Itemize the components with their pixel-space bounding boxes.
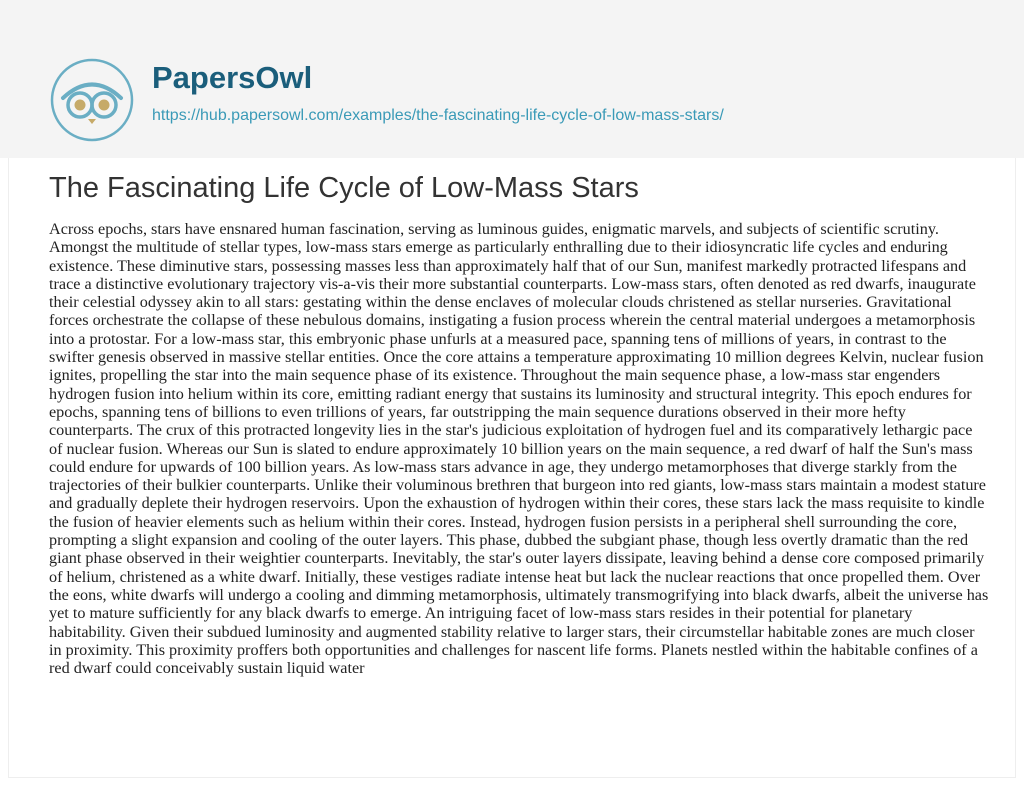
document-title: The Fascinating Life Cycle of Low-Mass Stars bbox=[49, 172, 639, 204]
owl-eyes-icon bbox=[49, 57, 135, 143]
brand-name[interactable]: PapersOwl bbox=[152, 60, 313, 95]
source-url-link[interactable]: https://hub.papersowl.com/examples/the-fascinating-life-cycle-of-low-mass-stars/ bbox=[152, 107, 724, 124]
document-body: Across epochs, stars have ensnared human fascination, serving as luminous guides, enigmatic marvels, and subjects of scientific scrutiny. Amongst the multitude of stellar types, low-mass stars emerge as particularly enthralling due to their idiosyncratic life cycles and enduring existence. These diminutive stars, possessing masses less than approximately half that of our Sun, manifest markedly protracted lifespans and trace a distinctive evolutionary trajectory vis-a-vis their more substantial counterparts. Low-mass stars, often denoted as red dwarfs, inaugurate their celestial odyssey akin to all stars: gestating within the dense enclaves of molecular clouds christened as stellar nurseries. Gravitational forces orchestrate the collapse of these nebulous domains, instigating a fusion process wherein the central material undergoes a metamorphosis into a protostar. For a low-mass star, this embryonic phase unfurls at a measured pace, spanning tens of millions of years, in contrast to the swifter genesis observed in massive stellar entities. Once the core attains a temperature approximating 10 million degrees Kelvin, nuclear fusion ignites, propelling the star into the main sequence phase of its existence. Throughout the main sequence phase, a low-mass star engenders hydrogen fusion into helium within its core, emitting radiant energy that sustains its luminosity and structural integrity. This epoch endures for epochs, spanning tens of billions to even trillions of years, far outstripping the main sequence durations observed in their more hefty counterparts. The crux of this protracted longevity lies in the star's judicious exploitation of hydrogen fuel and its comparatively lethargic pace of nuclear fusion. Whereas our Sun is slated to endure approximately 10 billion years on the main sequence, a red dwarf of half the Sun's mass could endure for upwards of 100 billion years. As low-mass stars advance in age, they undergo metamorphoses that diverge starkly from the trajectories of their bulkier counterparts. Unlike their voluminous brethren that burgeon into red giants, low-mass stars maintain a modest stature and gradually deplete their hydrogen reservoirs. Upon the exhaustion of hydrogen within their cores, these stars lack the mass requisite to kindle the fusion of heavier elements such as helium within their cores. Instead, hydrogen fusion persists in a peripheral shell surrounding the core, prompting a slight expansion and cooling of the outer layers. This phase, dubbed the subgiant phase, though less overtly dramatic than the red giant phase observed in their weightier counterparts. Inevitably, the star's outer layers dissipate, leaving behind a dense core composed primarily of helium, christened as a white dwarf. Initially, these vestiges radiate intense heat but lack the nuclear reactions that once propelled them. Over the eons, white dwarfs will undergo a cooling and dimming metamorphosis, ultimately transmogrifying into black dwarfs, albeit the universe has yet to mature sufficiently for any black dwarfs to emerge. An intriguing facet of low-mass stars resides in their potential for planetary habitability. Given their subdued luminosity and augmented stability relative to larger stars, their circumstellar habitable zones are much closer in proximity. This proximity proffers both opportunities and challenges for nascent life forms. Planets nestled within the habitable confines of a red dwarf could conceivably sustain liquid water bbox=[49, 220, 989, 678]
site-header bbox=[0, 0, 1024, 158]
